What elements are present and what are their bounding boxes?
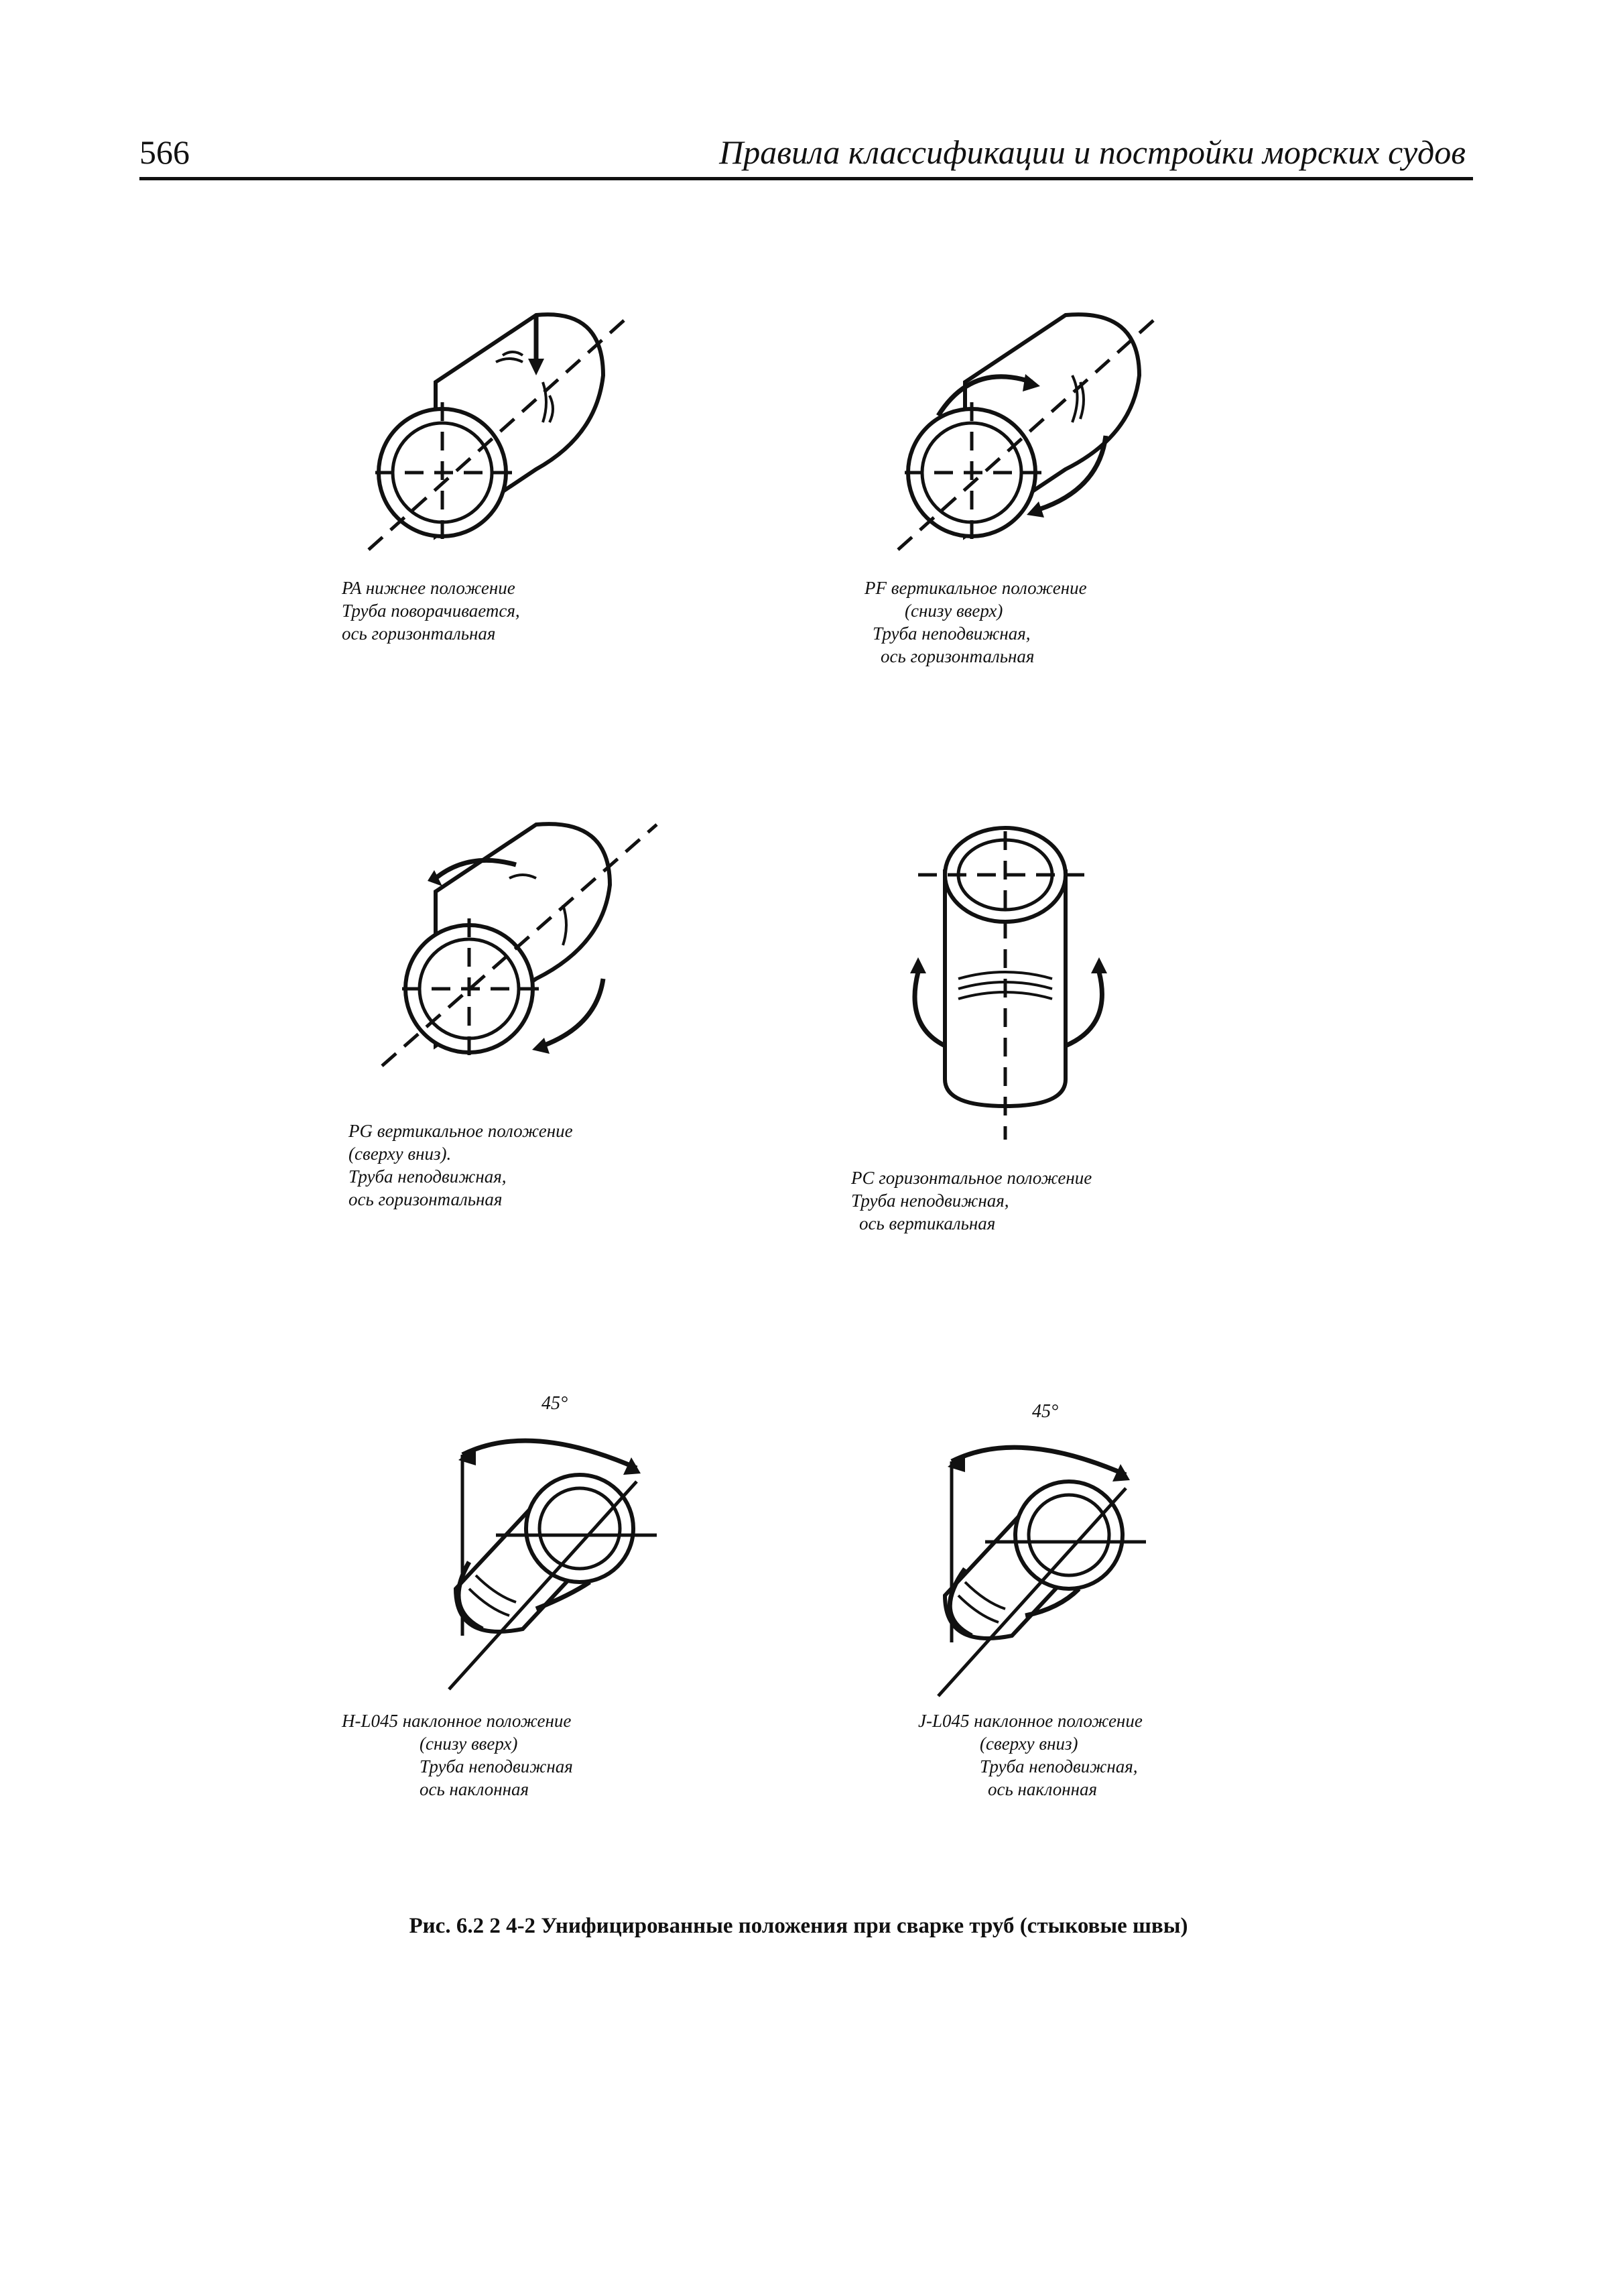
caption-hl045-line: (снизу вверх)	[420, 1734, 518, 1754]
caption-jl045-line: ось наклонная	[988, 1779, 1098, 1799]
caption-pg-line: PG вертикальное положение	[348, 1121, 573, 1141]
caption-jl045-line: Труба неподвижная,	[980, 1756, 1138, 1776]
header-rule	[139, 177, 1473, 180]
figure-hl045-drawing	[416, 1408, 697, 1696]
caption-pa	[342, 577, 520, 645]
caption-hl045	[342, 1709, 573, 1801]
caption-pa-line: Труба поворачивается,	[342, 601, 520, 621]
caption-pg	[348, 1120, 573, 1211]
figure-pa-drawing	[342, 302, 677, 583]
figure-pc-drawing	[891, 825, 1159, 1146]
caption-pg-line: ось горизонтальная	[348, 1189, 503, 1209]
angle-label-h: 45°	[541, 1393, 568, 1414]
caption-pg-line: (сверху вниз).	[348, 1144, 452, 1164]
caption-pf-line: (снизу вверх)	[905, 601, 1003, 621]
caption-hl045-line: Труба неподвижная	[420, 1756, 573, 1776]
caption-jl045	[918, 1709, 1143, 1801]
caption-pc-line: Труба неподвижная,	[851, 1191, 1009, 1211]
caption-pf-line: ось горизонтальная	[881, 646, 1035, 666]
caption-pa-line: PA нижнее положение	[342, 578, 515, 598]
caption-pf-line: PF вертикальное положение	[865, 578, 1087, 598]
caption-pc	[851, 1166, 1092, 1235]
caption-pg-line: Труба неподвижная,	[348, 1166, 507, 1187]
caption-pf-line: Труба неподвижная,	[873, 623, 1031, 644]
caption-pa-line: ось горизонтальная	[342, 623, 496, 644]
figure-caption: Рис. 6.2 2 4-2 Унифицированные положения при сварке труб (стыковые швы)	[409, 1914, 1188, 1938]
angle-label-j: 45°	[1032, 1401, 1059, 1422]
caption-hl045-line: H-L045 наклонное положение	[342, 1711, 572, 1731]
caption-pc-line: PC горизонтальное положение	[851, 1168, 1092, 1188]
page-number: 566	[139, 133, 190, 171]
figure-pf-drawing	[871, 302, 1206, 583]
caption-pf	[865, 577, 1087, 668]
figure-pg-drawing	[342, 811, 677, 1099]
caption-jl045-line: J-L045 наклонное положение	[918, 1711, 1143, 1731]
caption-jl045-line: (сверху вниз)	[980, 1734, 1078, 1754]
running-title: Правила классификации и постройки морских судов	[719, 133, 1466, 171]
caption-hl045-line: ось наклонная	[420, 1779, 529, 1799]
figure-jl045-drawing	[905, 1414, 1186, 1703]
caption-pc-line: ось вертикальная	[859, 1213, 996, 1233]
